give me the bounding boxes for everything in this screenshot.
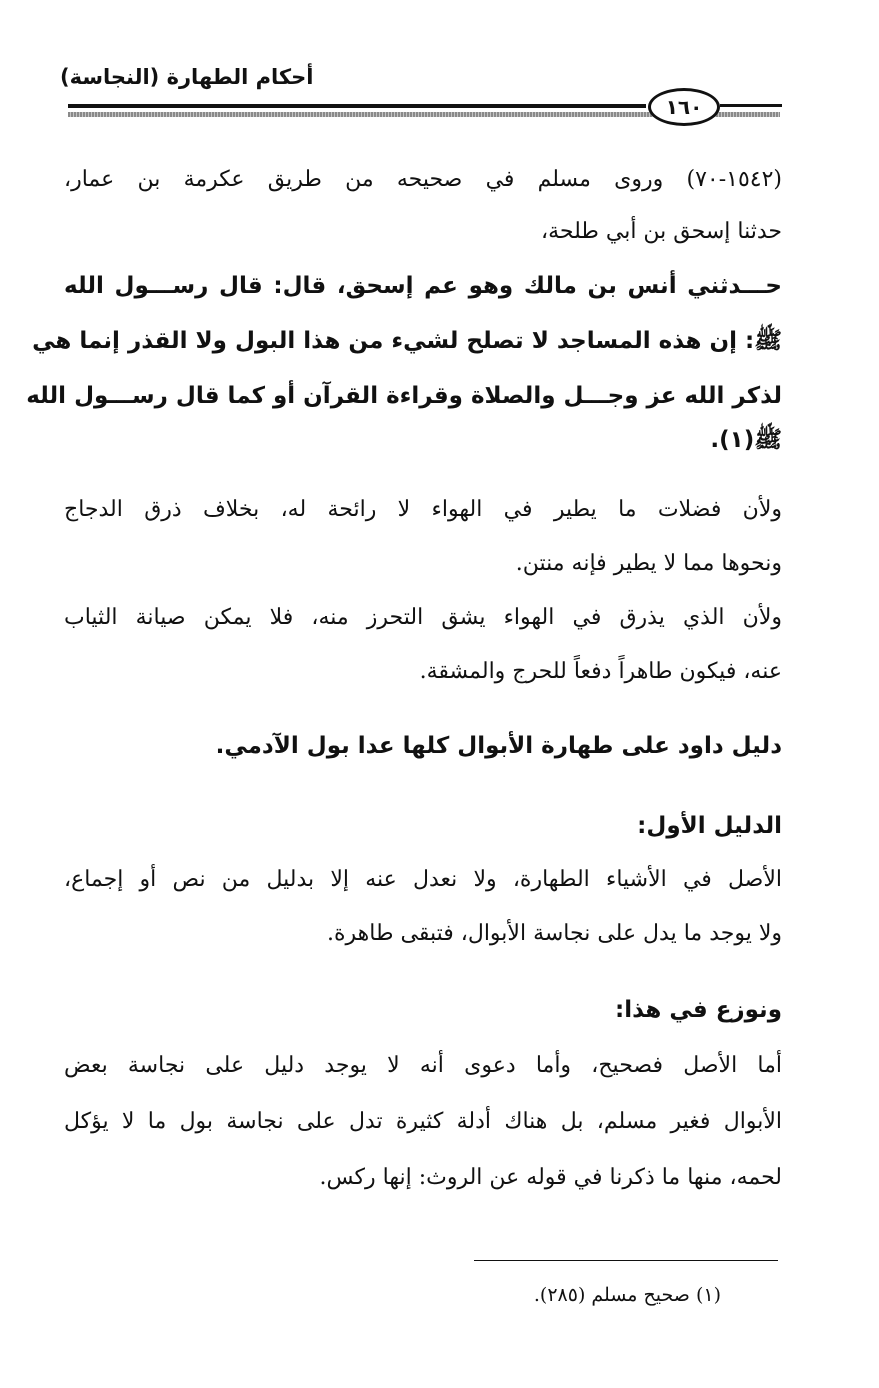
text-line: الأبوال فغير مسلم، بل هناك أدلة كثيرة تدل على نجاسة بول ما لا يؤكل bbox=[64, 1109, 782, 1134]
text-line: حدثنا إسحق بن أبي طلحة، bbox=[540, 219, 782, 244]
text-line: لحمه، منها ما ذكرنا في قوله عن الروث: إنها ركس. bbox=[319, 1165, 782, 1190]
text-line: ونحوها مما لا يطير فإنه منتن. bbox=[515, 551, 782, 576]
text-line: حـــدثني أنس بن مالك وهو عم إسحق، قال: قال رســـول الله bbox=[64, 273, 782, 299]
text-line: ولا يوجد ما يدل على نجاسة الأبوال، فتبقى طاهرة. bbox=[327, 921, 782, 946]
text-line: ولأن الذي يذرق في الهواء يشق التحرز منه، فلا يمكن صيانة الثياب bbox=[64, 605, 782, 630]
text-line: ﷺ: إن هذه المساجد لا تصلح لشيء من هذا البول ولا القذر إنما هي bbox=[32, 328, 782, 354]
paragraph-reason-two bbox=[64, 598, 782, 692]
text-line: (١٥٤٢-٧٠) وروى مسلم في صحيحه من طريق عكرمة بن عمار، bbox=[64, 167, 782, 192]
text-line: عنه، فيكون طاهراً دفعاً للحرج والمشقة. bbox=[419, 659, 782, 684]
footnote: (١) صحيح مسلم (٢٨٥). bbox=[533, 1284, 721, 1306]
footnote-separator bbox=[474, 1260, 778, 1261]
text-line: ولأن فضلات ما يطير في الهواء لا رائحة له، بخلاف ذرق الدجاج bbox=[64, 497, 782, 522]
first-proof-heading: الدليل الأول: bbox=[637, 813, 782, 839]
dispute-heading: ونوزع في هذا: bbox=[615, 997, 782, 1023]
header-rule-right bbox=[720, 104, 782, 107]
running-header-title: أحكام الطهارة (النجاسة) bbox=[60, 65, 314, 89]
text-line: ﷺ(١). bbox=[710, 427, 782, 453]
text-line: لذكر الله عز وجـــل والصلاة وقراءة القرآن أو كما قال رســـول الله bbox=[26, 383, 782, 409]
header-rule bbox=[68, 104, 646, 108]
paragraph-reason-one bbox=[64, 490, 782, 584]
paragraph-hadith-chain bbox=[64, 160, 782, 252]
text-line: الأصل في الأشياء الطهارة، ولا نعدل عنه إلا بدليل من نص أو إجماع، bbox=[64, 867, 782, 892]
text-line: أما الأصل فصحيح، وأما دعوى أنه لا يوجد دليل على نجاسة بعض bbox=[64, 1053, 782, 1078]
dispute-block bbox=[64, 990, 782, 1198]
section-heading: دليل داود على طهارة الأبوال كلها عدا بول الآدمي. bbox=[215, 733, 782, 759]
paragraph-hadith-text bbox=[26, 266, 782, 458]
section-heading-block bbox=[64, 726, 782, 766]
first-proof-block bbox=[64, 806, 782, 954]
page-number-badge: ١٦٠ bbox=[648, 88, 720, 126]
